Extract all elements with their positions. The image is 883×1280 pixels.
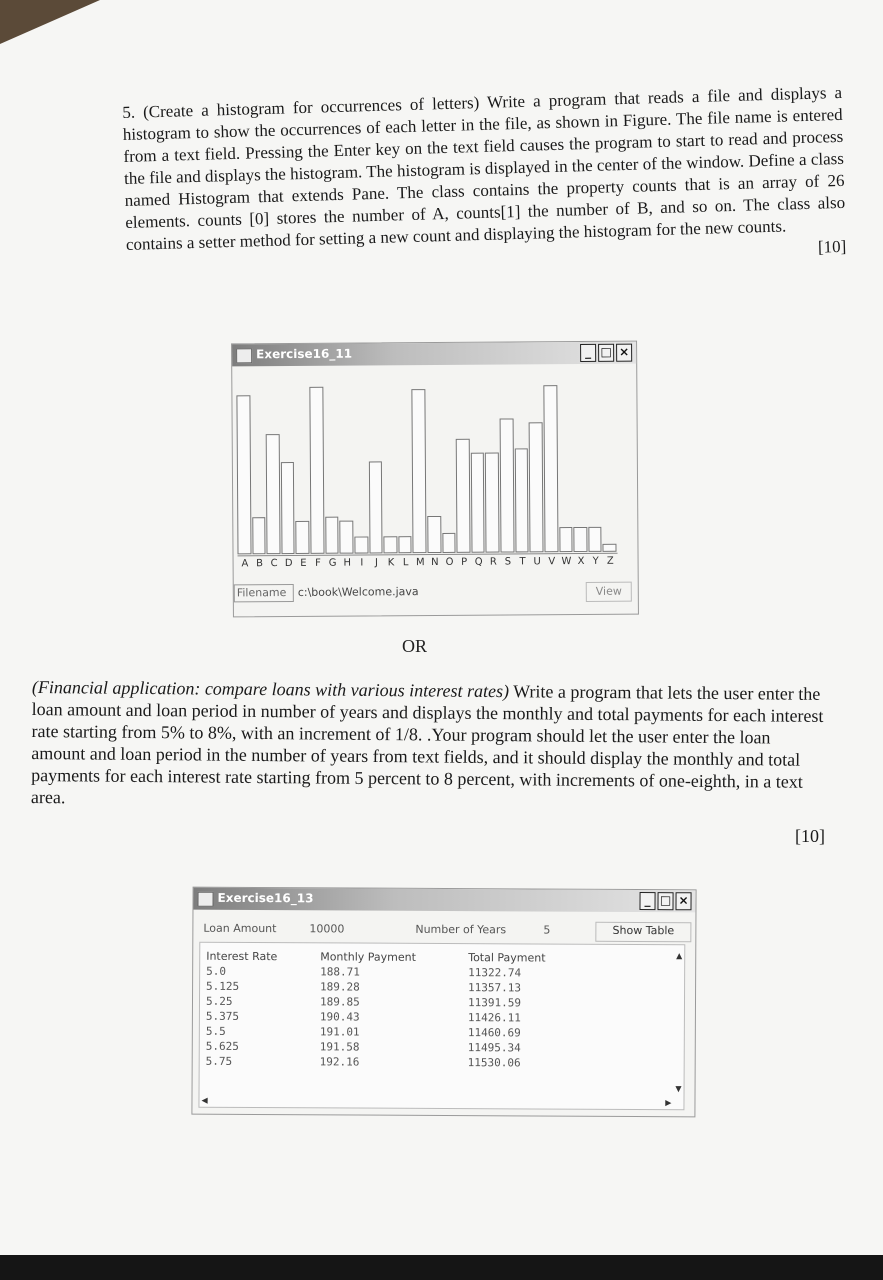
years-input[interactable]: 5 xyxy=(543,923,551,937)
question-2-marks: [10] xyxy=(795,826,825,846)
histogram-bar-y xyxy=(588,527,602,552)
monthly-payment-column xyxy=(320,949,416,1069)
or-separator: OR xyxy=(402,636,428,656)
histogram-bar-u xyxy=(529,422,544,553)
x-tick-label: O xyxy=(445,556,454,568)
histogram-bar-o xyxy=(442,533,456,553)
table-cell: 190.43 xyxy=(319,1010,360,1024)
scroll-left-arrow-icon[interactable]: ◀ xyxy=(201,1095,208,1105)
x-tick-label: A xyxy=(241,558,249,570)
histogram-bar-g xyxy=(325,517,339,554)
table-cell: 191.01 xyxy=(319,1025,360,1039)
maximize-icon[interactable]: □ xyxy=(657,892,673,910)
table-cell: 192.16 xyxy=(319,1055,360,1069)
x-tick-label: G xyxy=(328,557,337,569)
interest-rate-column xyxy=(206,949,278,1069)
table-cell: 189.85 xyxy=(319,995,360,1009)
x-tick-label: D xyxy=(284,557,293,570)
histogram-bar-z xyxy=(603,543,617,551)
loan-window-title: Exercise16_13 xyxy=(217,890,314,906)
table-cell: 11495.34 xyxy=(467,1041,521,1055)
x-tick-label: V xyxy=(548,556,556,568)
table-cell: 11426.11 xyxy=(467,1011,521,1025)
x-tick-label: L xyxy=(402,557,409,569)
x-tick-label: P xyxy=(461,556,468,568)
histogram-titlebar xyxy=(232,342,636,367)
loan-window xyxy=(191,887,696,1118)
histogram-bar-d xyxy=(281,462,295,554)
histogram-bar-h xyxy=(340,520,354,554)
x-tick-label: W xyxy=(561,556,572,568)
x-tick-label: I xyxy=(360,557,364,569)
table-header: Monthly Payment xyxy=(320,950,416,964)
histogram-x-axis xyxy=(238,553,618,571)
table-cell: 11530.06 xyxy=(467,1056,521,1070)
java-app-icon xyxy=(197,892,213,907)
question-1-marks: [10] xyxy=(817,236,847,257)
x-tick-label: F xyxy=(315,557,321,569)
histogram-bar-f xyxy=(309,387,324,554)
close-icon[interactable]: × xyxy=(616,344,632,362)
x-tick-label: X xyxy=(577,555,585,568)
filename-input[interactable]: c:\book\Welcome.java xyxy=(297,585,419,599)
x-tick-label: Q xyxy=(474,556,483,568)
table-cell: 5.75 xyxy=(205,1054,233,1068)
close-icon[interactable]: × xyxy=(675,892,691,910)
x-tick-label: K xyxy=(387,557,395,569)
x-tick-label: Z xyxy=(606,555,614,567)
window-controls xyxy=(639,892,691,910)
scroll-right-arrow-icon[interactable]: ▶ xyxy=(665,1098,672,1108)
years-label: Number of Years xyxy=(415,922,507,937)
page-corner-shadow xyxy=(0,0,100,44)
x-tick-label: M xyxy=(415,557,425,569)
table-cell: 11460.69 xyxy=(467,1026,521,1040)
histogram-bar-m xyxy=(412,389,427,553)
loan-titlebar xyxy=(193,888,695,913)
results-text-area[interactable] xyxy=(198,942,685,1111)
table-cell: 189.28 xyxy=(320,980,360,994)
histogram-window xyxy=(231,341,639,618)
table-cell: 11357.13 xyxy=(468,981,522,995)
histogram-bar-b xyxy=(252,517,266,554)
x-tick-label: B xyxy=(256,558,263,570)
histogram-bar-p xyxy=(456,439,470,553)
minimize-icon[interactable]: _ xyxy=(639,892,655,910)
table-cell: 11322.74 xyxy=(468,966,522,980)
histogram-bar-w xyxy=(559,527,573,552)
table-cell: 5.25 xyxy=(205,994,233,1008)
histogram-bar-q xyxy=(471,452,485,552)
x-tick-label: N xyxy=(431,556,439,569)
question-1 xyxy=(122,82,847,278)
x-tick-label: J xyxy=(374,557,378,569)
maximize-icon[interactable]: □ xyxy=(598,344,614,362)
bottom-bar xyxy=(0,1255,883,1280)
histogram-bars xyxy=(236,368,617,555)
loan-amount-label: Loan Amount xyxy=(203,921,277,936)
table-header: Total Payment xyxy=(468,951,546,965)
question-2 xyxy=(31,676,827,815)
table-cell: 5.375 xyxy=(205,1009,240,1023)
x-tick-label: H xyxy=(343,557,351,569)
histogram-window-title: Exercise16_11 xyxy=(256,346,353,362)
histogram-bar-a xyxy=(236,395,251,554)
histogram-bar-e xyxy=(296,520,310,554)
x-tick-label: Y xyxy=(592,555,599,567)
scroll-up-arrow-icon[interactable]: ▲ xyxy=(676,951,683,961)
loan-amount-input[interactable]: 10000 xyxy=(309,922,345,936)
table-cell: 5.5 xyxy=(205,1024,226,1038)
view-button[interactable]: View xyxy=(586,582,632,602)
table-cell: 11391.59 xyxy=(467,996,522,1010)
total-payment-column xyxy=(468,950,546,1070)
x-tick-label: C xyxy=(270,558,278,570)
histogram-bar-c xyxy=(266,434,280,555)
table-cell: 5.125 xyxy=(206,979,240,993)
histogram-bar-i xyxy=(354,537,368,554)
question-1-text: 5. (Create a histogram for occurrences of letters) Write a program that reads a file and displays a histogram to show the occurrences of each letter in the file, as shown in Figure. The file name is entered from a text field. Pressing the Enter key on the text field causes the program to start to read and process the file and displays the histogram. The histogram is displayed in the center of the window. Define a class named Histogram that extends Pane. The class contains the property counts that is an array of 26 elements. counts [0] stores the number of A, counts[1] the number of B, and so on. The class also contains a setter method for setting a new count and displaying the histogram for the new counts. xyxy=(122,82,846,254)
table-cell: 5.0 xyxy=(206,964,227,978)
x-tick-label: T xyxy=(519,556,526,568)
table-cell: 191.58 xyxy=(319,1040,360,1054)
x-tick-label: U xyxy=(533,556,541,568)
histogram-bar-x xyxy=(573,527,587,552)
x-tick-label: E xyxy=(300,557,307,569)
minimize-icon[interactable]: _ xyxy=(580,344,596,362)
table-cell: 5.625 xyxy=(205,1039,239,1053)
histogram-bar-r xyxy=(485,452,499,552)
show-table-button[interactable]: Show Table xyxy=(595,922,691,943)
filename-label: Filename xyxy=(234,584,294,602)
scroll-down-arrow-icon[interactable]: ▼ xyxy=(675,1084,682,1094)
table-header: Interest Rate xyxy=(206,949,278,964)
question-2-title: (Financial application: compare loans with various interest rates) xyxy=(31,676,510,702)
histogram-bar-k xyxy=(384,537,398,554)
histogram-bar-v xyxy=(543,385,558,552)
histogram-bar-n xyxy=(427,516,441,553)
question-2-body: Write a program that lets the user enter the loan amount and loan period in number of years and displays the monthly and total payments for each interest rate starting from 5% to 8%, with an increment of 1/8. .Your program should let the user enter the loan amount and loan period in the number of years from text fields, and it should display the monthly and total payments for each interest rate starting from 5 percent to 8 percent, with increments of one-eighth, in a text area. xyxy=(30,681,824,808)
java-app-icon xyxy=(236,348,252,363)
window-controls xyxy=(580,344,632,362)
table-cell: 188.71 xyxy=(320,965,360,979)
histogram-bar-s xyxy=(500,419,515,553)
histogram-bar-l xyxy=(398,536,412,553)
histogram-bar-t xyxy=(514,449,528,553)
x-tick-label: R xyxy=(489,556,497,568)
histogram-bar-j xyxy=(368,461,382,553)
x-tick-label: S xyxy=(504,556,512,568)
